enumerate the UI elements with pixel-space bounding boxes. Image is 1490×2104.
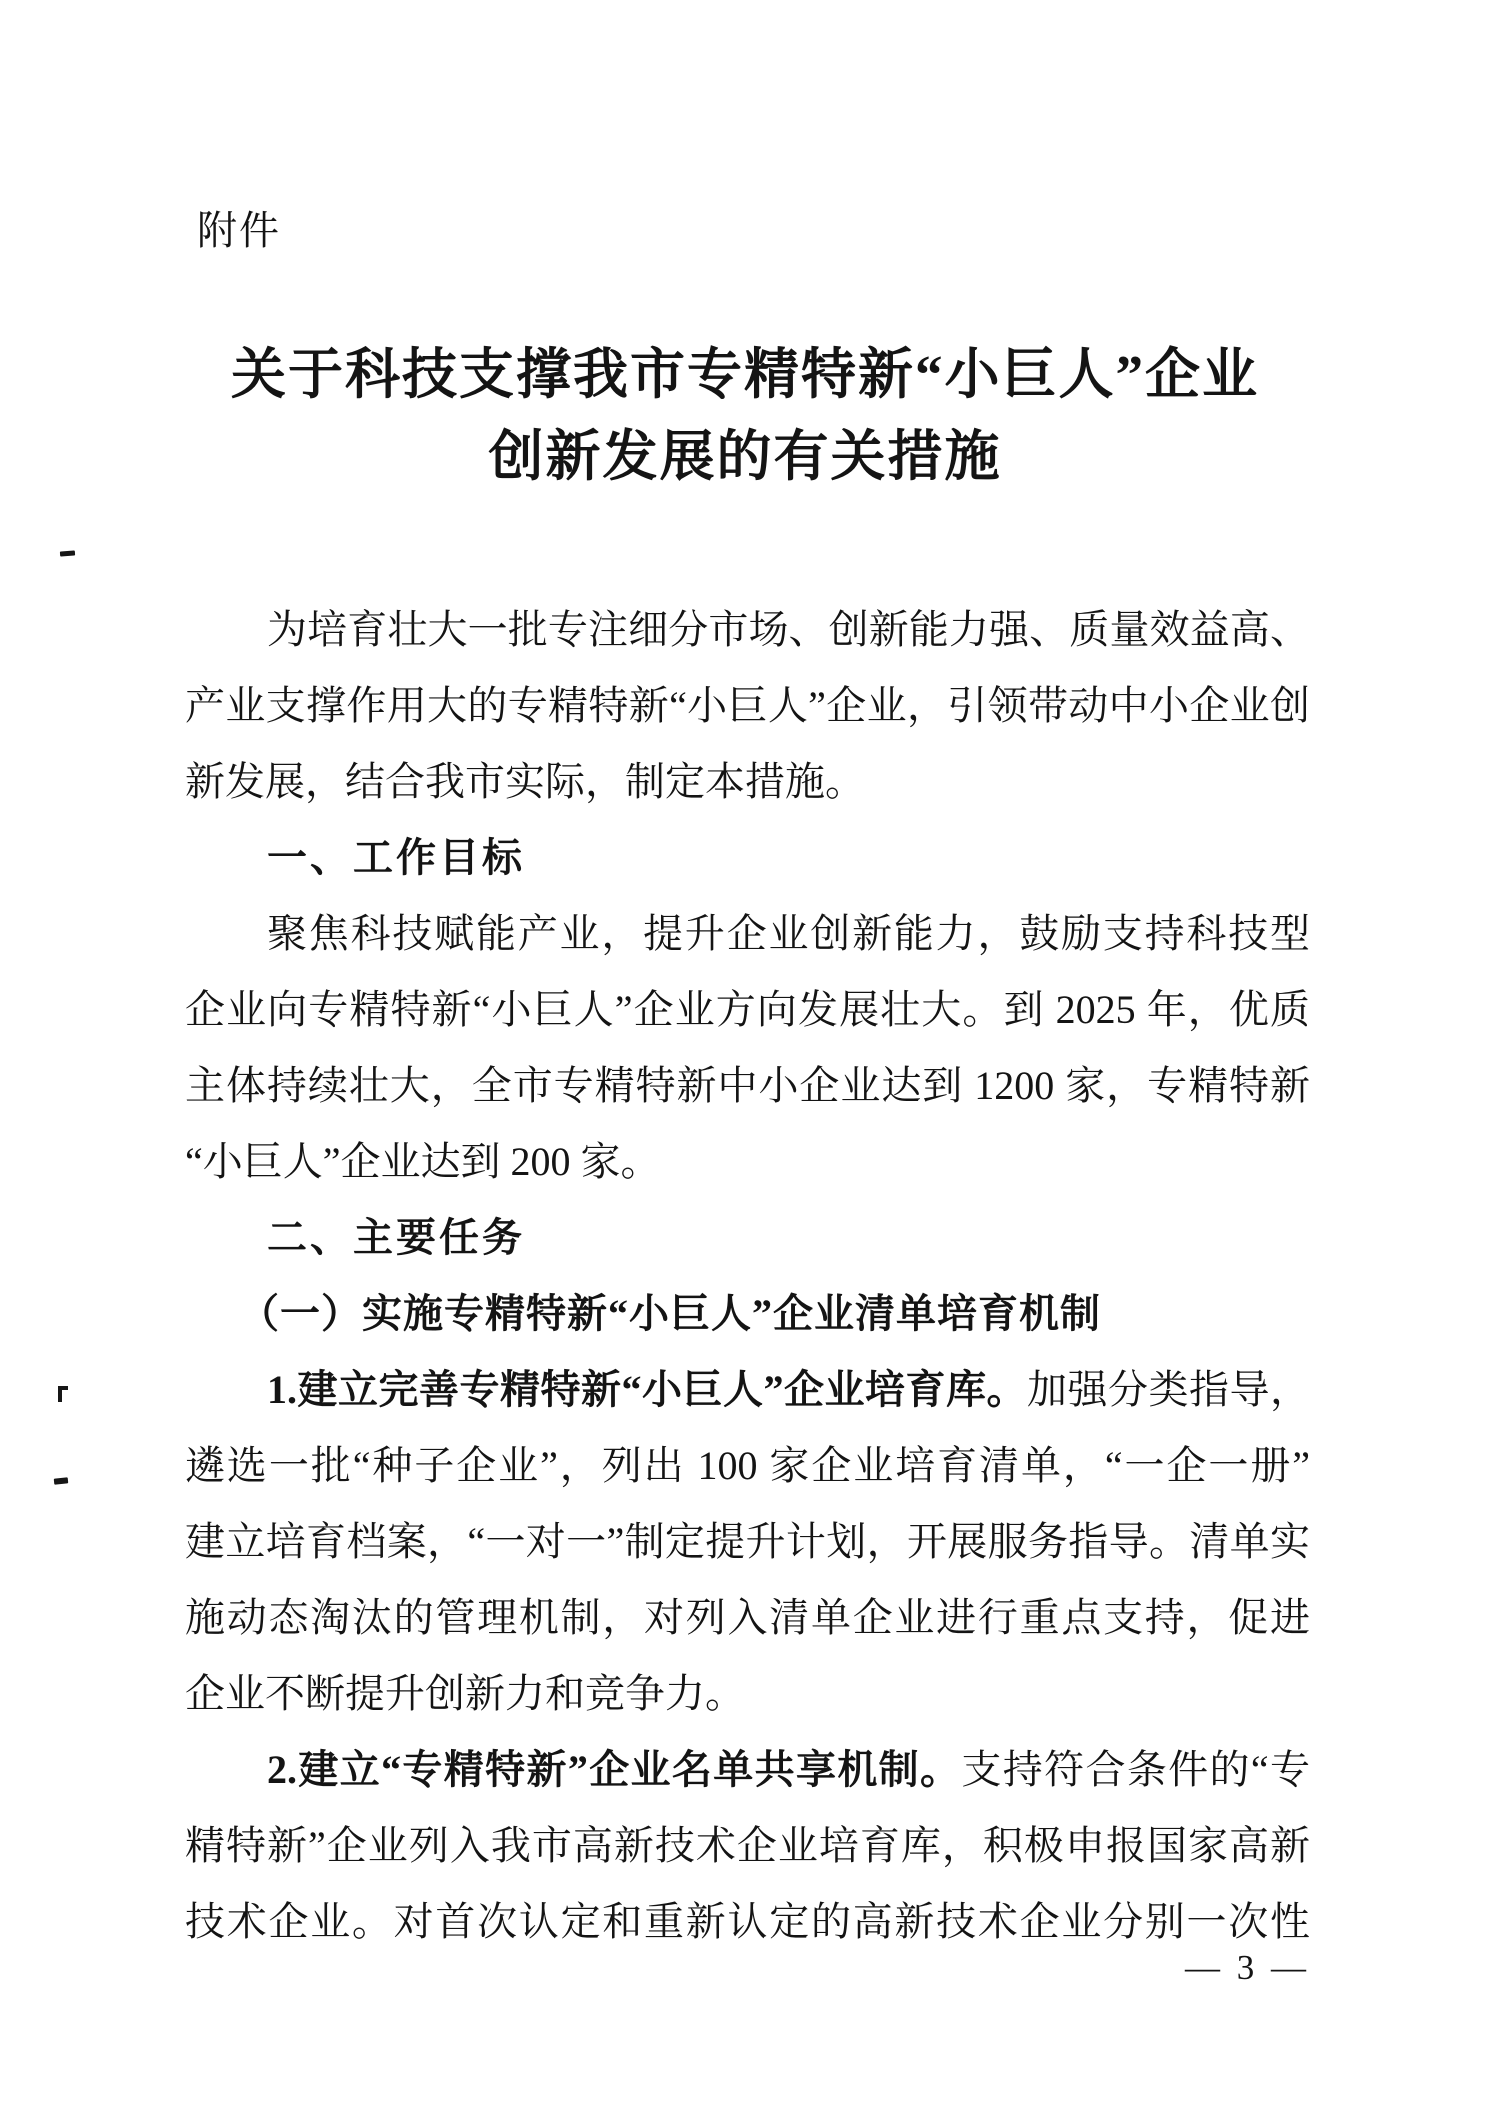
scan-artifact-mark [58,1386,62,1402]
paragraph-3-line-5: 企业不断提升创新力和竞争力。 [185,1671,745,1716]
section-heading-2: 二、主要任务 [267,1216,525,1260]
paragraph-4-line-2: 精特新”企业列入我市高新技术企业培育库，积极申报国家高新 [185,1823,1310,1868]
paragraph-4-lead-rest: 支持符合条件的“专 [961,1747,1310,1792]
attachment-label: 附件 [197,208,281,253]
paragraph-3-lead-rest: 加强分类指导， [1027,1367,1310,1412]
page-number: — 3 — [1185,1948,1310,1987]
paragraph-3-line-2: 遴选一批“种子企业”，列出 100 家企业培育清单，“一企一册” [185,1443,1310,1488]
paragraph-2-line-3: 主体持续壮大，全市专精特新中小企业达到 1200 家，专精特新 [185,1063,1310,1108]
paragraph-4-line-3: 技术企业。对首次认定和重新认定的高新技术企业分别一次性 [185,1899,1310,1944]
paragraph-1-line-3: 新发展，结合我市实际，制定本措施。 [185,759,865,804]
paragraph-3-line-4: 施动态淘汰的管理机制，对列入清单企业进行重点支持，促进 [185,1595,1310,1640]
paragraph-2-line-4: “小巨人”企业达到 200 家。 [185,1139,661,1184]
paragraph-1-line-2: 产业支撑作用大的专精特新“小巨人”企业，引领带动中小企业创 [185,683,1310,728]
title-line-2: 创新发展的有关措施 [488,426,1002,487]
title-line-1: 关于科技支撑我市专精特新“小巨人”企业 [230,344,1259,405]
document-title [0,334,1490,498]
paragraph-2-line-2: 企业向专精特新“小巨人”企业方向发展壮大。到 2025 年，优质 [185,987,1310,1032]
paragraph-3-line-3: 建立培育档案，“一对一”制定提升计划，开展服务指导。清单实 [185,1519,1310,1564]
paragraph-4-line-1 [185,1732,1310,1808]
scan-artifact-dash-2 [54,1477,69,1484]
paragraph-3-line-1 [185,1352,1310,1428]
paragraph-1-line-1: 为培育壮大一批专注细分市场、创新能力强、质量效益高、 [267,607,1310,652]
paragraph-2-line-1: 聚焦科技赋能产业，提升企业创新能力，鼓励支持科技型 [267,911,1310,956]
paragraph-3-lead: 1.建立完善专精特新“小巨人”企业培育库。 [267,1367,1027,1412]
scan-artifact-dash-1 [60,550,75,556]
section-heading-1: 一、工作目标 [267,836,525,880]
document-body [185,592,1310,1960]
paragraph-4-lead: 2.建立“专精特新”企业名单共享机制。 [267,1747,962,1792]
subsection-heading-1: （一）实施专精特新“小巨人”企业清单培育机制 [239,1291,1101,1336]
